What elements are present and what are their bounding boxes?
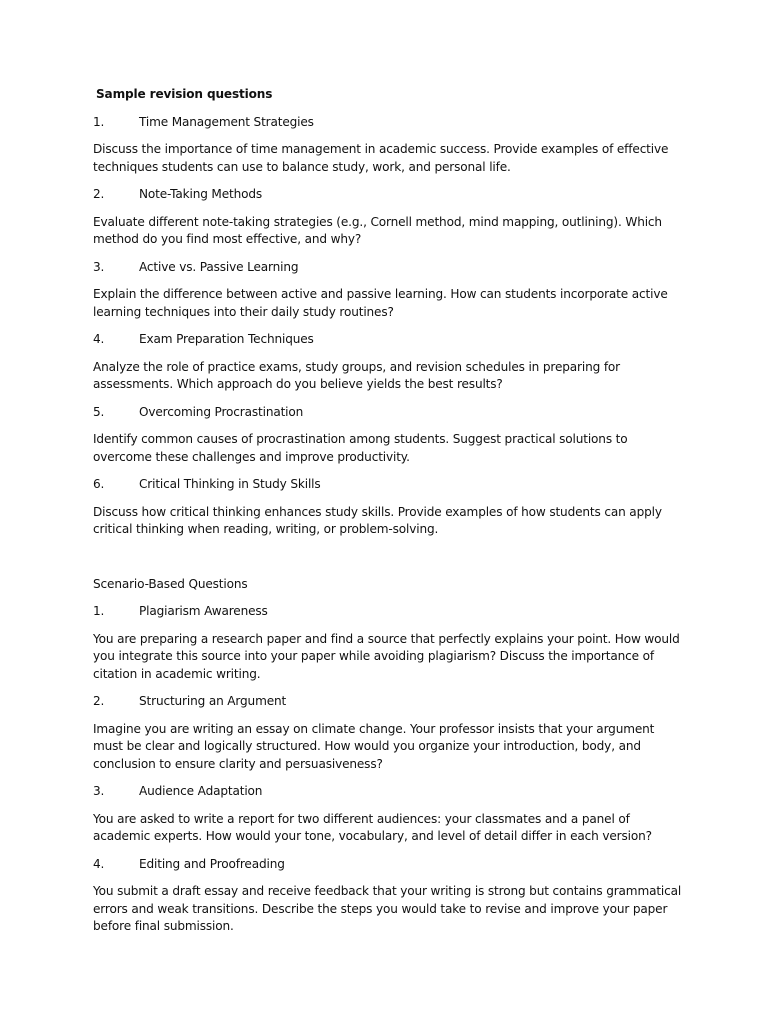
scenario-title: Plagiarism Awareness xyxy=(139,604,268,618)
scenario-body: You are asked to write a report for two different audiences: your classmates and a panel of academic experts. How would your tone, vocabulary, and level of detail differ in each version? xyxy=(93,811,652,843)
question-number: 5. xyxy=(93,404,105,419)
question-title: Overcoming Procrastination xyxy=(139,404,304,419)
scenario-title: Structuring an Argument xyxy=(139,694,287,708)
question-number: 2. xyxy=(93,187,105,201)
question-title: Time Management Strategies xyxy=(139,114,314,129)
scenario-number: 4. xyxy=(93,856,105,871)
question-heading xyxy=(93,476,683,494)
question-heading xyxy=(93,331,683,349)
scenario-heading xyxy=(93,783,683,801)
question-heading xyxy=(93,114,683,132)
question-body: Analyze the role of practice exams, study groups, and revision schedules in preparing for assessments. Which approach do you believe yields the best results? xyxy=(93,359,621,391)
question-body: Explain the difference between active and passive learning. How can students incorporate active learning techniques into their daily study routines? xyxy=(93,287,668,319)
scenario-body: You are preparing a research paper and find a source that perfectly explains your point. How would you integrate this source into your paper while avoiding plagiarism? Discuss the importance of citation in academic writing. xyxy=(93,631,680,681)
question-heading xyxy=(93,404,683,422)
question-title: Exam Preparation Techniques xyxy=(139,332,314,346)
question-body: Discuss the importance of time management in academic success. Provide examples of effective techniques students can use to balance study, work, and personal life. xyxy=(93,142,669,174)
scenario-heading xyxy=(93,856,683,874)
question-title: Active vs. Passive Learning xyxy=(139,259,299,274)
document-content xyxy=(93,86,683,946)
question-body: Discuss how critical thinking enhances study skills. Provide examples of how students can apply critical thinking when reading, writing, or problem-solving. xyxy=(93,504,662,536)
scenario-title: Audience Adaptation xyxy=(139,784,263,798)
document-title: Sample revision questions xyxy=(96,87,273,101)
question-number: 6. xyxy=(93,477,105,491)
scenario-heading xyxy=(93,603,683,621)
scenario-heading xyxy=(93,693,683,711)
question-number: 1. xyxy=(93,114,105,129)
question-title: Critical Thinking in Study Skills xyxy=(139,477,321,491)
scenario-body: Imagine you are writing an essay on climate change. Your professor insists that your argument must be clear and logically structured. How would you organize your introduction, body, and conclusion to ensure clarity and persuasiveness? xyxy=(93,721,655,771)
scenario-body: You submit a draft essay and receive feedback that your writing is strong but contains grammatical errors and weak transitions. Describe the steps you would take to revise and improve your paper before final submission. xyxy=(93,884,682,933)
scenario-section-title: Scenario-Based Questions xyxy=(93,576,248,591)
scenario-number: 1. xyxy=(93,604,105,618)
scenario-number: 2. xyxy=(93,694,105,708)
question-number: 3. xyxy=(93,259,105,274)
question-heading xyxy=(93,186,683,204)
section-spacer xyxy=(93,549,683,576)
scenario-number: 3. xyxy=(93,784,105,798)
question-body: Evaluate different note-taking strategies (e.g., Cornell method, mind mapping, outlining). Which method do you find most effective, and why? xyxy=(93,214,662,246)
scenario-title: Editing and Proofreading xyxy=(139,856,285,871)
question-body: Identify common causes of procrastination among students. Suggest practical solutions to overcome these challenges and improve productivity. xyxy=(93,432,628,464)
question-number: 4. xyxy=(93,332,105,346)
question-title: Note-Taking Methods xyxy=(139,187,263,201)
question-heading xyxy=(93,259,683,277)
